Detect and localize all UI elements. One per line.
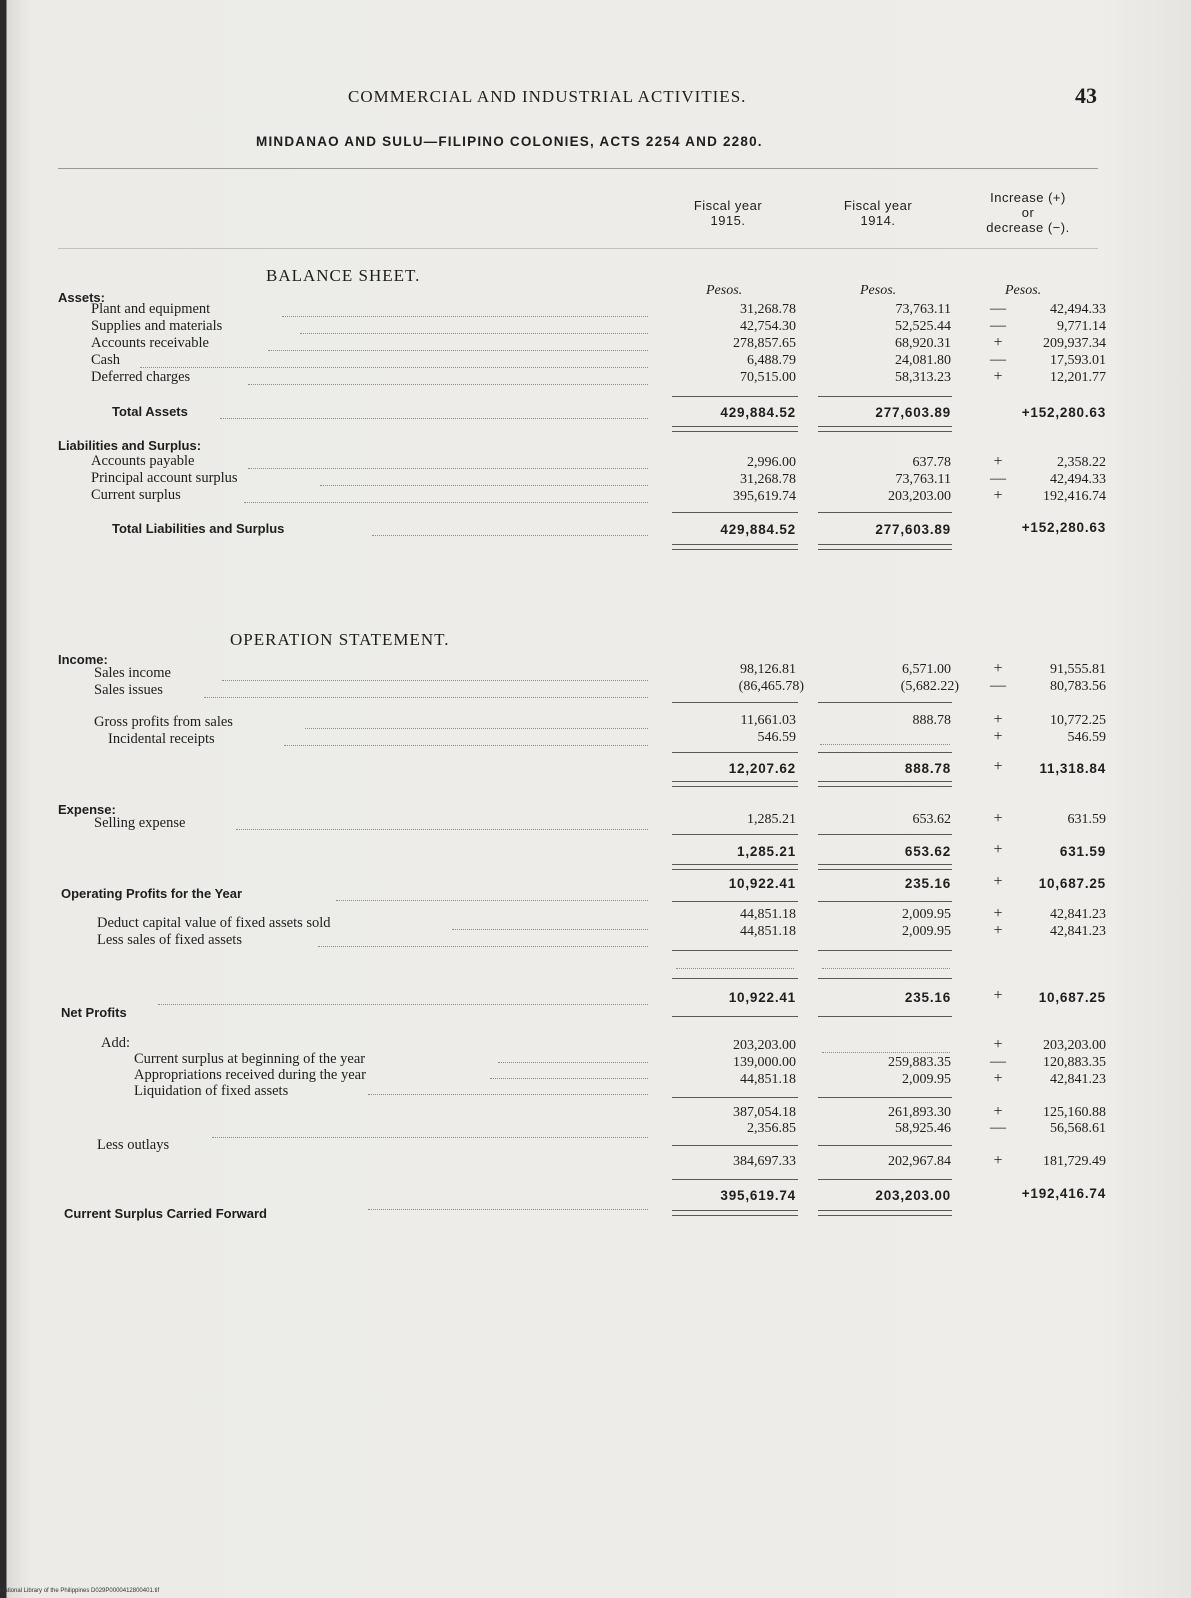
double-rule [818, 1210, 952, 1216]
double-rule [672, 1210, 798, 1216]
liabilities-label: Liabilities and Surplus: [58, 438, 202, 453]
sum-line [818, 1097, 952, 1098]
operation-statement-heading: OPERATION STATEMENT. [230, 630, 450, 649]
sum-line [672, 512, 798, 513]
double-rule [818, 781, 952, 787]
sum-line [672, 1016, 798, 1017]
sum-line [672, 834, 798, 835]
sum-line [672, 950, 798, 951]
sum-line [818, 396, 952, 397]
sum-line [818, 1145, 952, 1146]
double-rule [672, 544, 798, 550]
sum-line [672, 752, 798, 753]
sum-line [818, 752, 952, 753]
document-page: COMMERCIAL AND INDUSTRIAL ACTIVITIES. 43 MINDANAO AND SULU—FILIPINO COLONIES, ACTS 2254 AND 2280. Fiscal year 1915. Fiscal year 1914. Increase (+) or decrease (−). BALANCE SHEET. Assets: Pesos. Pesos. Pesos. Plant and equipment 31,268.78 73,763.11 — 42,494.33 Supplies and materials 42,754.30 52,525.44 — 9,771.14 Accounts receivable 278,857.65 68,920.31 + 209,937.34 Cash 6,488.79 24,081.80 — 17,593.01 Deferred charges 70,515.00 58,313.23 + 12,201.77 Total Assets 429,884.52 277,603.89 +152,280.63 Liabilities and Surplus: Accounts payable 2,996.00 637.78 + 2,358.22 Principal account surplus 31,268.78 73,763.11 — 42,494.33 Current surplus 395,619.74 203,203.00 + 192,416.74 Total Liabilities and Surplus 429,884.52 277,603.89 +152,280.63 OPERATION STATEMENT. Income: Sales income 98,126.81 6,571.00 + 91,555.81 Sales issues (86,465.78) (5,682.22) — 80,783.56 Gross profits from sales 11,661.03 888.78 + 10,772.25 Incidental receipts 546.59 + 546.59 12,207.62 888.78 + 11,318.84 Expense: Selling expense 1,285.21 653.62 + 631.59 1,285.21 653.62 + 631.59 Operating Profits for the Year 10,922.41 235.16 + 10,687.25 Deduct capital value of fixed assets sold 44,851.18 2,009.95 + 42,841.23 Less sales of fixed assets 44,851.18 2,009.95 + 42,841.23 Net Profits 10,922.41 235.16 + 10,687.25 Add: Current surplus at beginning of the year 203,203.00 + 203,203.00 Appropriations received during the year 139,000.00 259,883.35 — 120,883.35 Liquidation of fixed assets 44,851.18 2,009.95 + 42,841.23 387,054.18 261,893.30 + 125,160.88 Less outlays 2,356.85 58,925.46 — 56,568.61 384,697.33 202,967.84 + 181,729.49 Current Surplus Carried Forward 395,619.74 203,203.00 +192,416.74 National Library of the Philippines D029P0000412800401.tif [0, 0, 1191, 1598]
double-rule [818, 426, 952, 432]
col-header-change: Increase (+) or decrease (−). [986, 190, 1070, 235]
header-rule-top [58, 168, 1098, 169]
running-head: COMMERCIAL AND INDUSTRIAL ACTIVITIES. [348, 87, 747, 106]
table-title: MINDANAO AND SULU—FILIPINO COLONIES, ACTS 2254 AND 2280. [256, 134, 763, 149]
sum-line [672, 901, 798, 902]
double-rule [818, 864, 952, 870]
double-rule [672, 864, 798, 870]
sum-line [818, 901, 952, 902]
sum-line [818, 702, 952, 703]
sum-line [672, 1145, 798, 1146]
unit-label: Pesos. [1005, 283, 1042, 298]
assets-label: Assets: [58, 290, 105, 305]
unit-label: Pesos. [860, 283, 897, 298]
header-rule-bottom [58, 248, 1098, 249]
double-rule [818, 544, 952, 550]
sum-line [818, 512, 952, 513]
col-header-1914: Fiscal year 1914. [843, 198, 913, 228]
sum-line [818, 1016, 952, 1017]
sum-line [818, 978, 952, 979]
double-rule [672, 781, 798, 787]
sum-line [818, 834, 952, 835]
unit-label: Pesos. [706, 283, 743, 298]
page-number: 43 [1075, 83, 1097, 108]
sum-line [672, 396, 798, 397]
income-label: Income: [58, 652, 108, 667]
sum-line [672, 1097, 798, 1098]
col-header-1915: Fiscal year 1915. [693, 198, 763, 228]
double-rule [672, 426, 798, 432]
add-label: Add: [101, 1035, 130, 1051]
balance-sheet-heading: BALANCE SHEET. [266, 266, 421, 285]
sum-line [818, 950, 952, 951]
expense-label: Expense: [58, 802, 116, 817]
sum-line [672, 978, 798, 979]
scan-footer: National Library of the Philippines D029P0000412800401.tif [0, 1588, 160, 1594]
sum-line [672, 1179, 798, 1180]
sum-line [818, 1179, 952, 1180]
sum-line [672, 702, 798, 703]
